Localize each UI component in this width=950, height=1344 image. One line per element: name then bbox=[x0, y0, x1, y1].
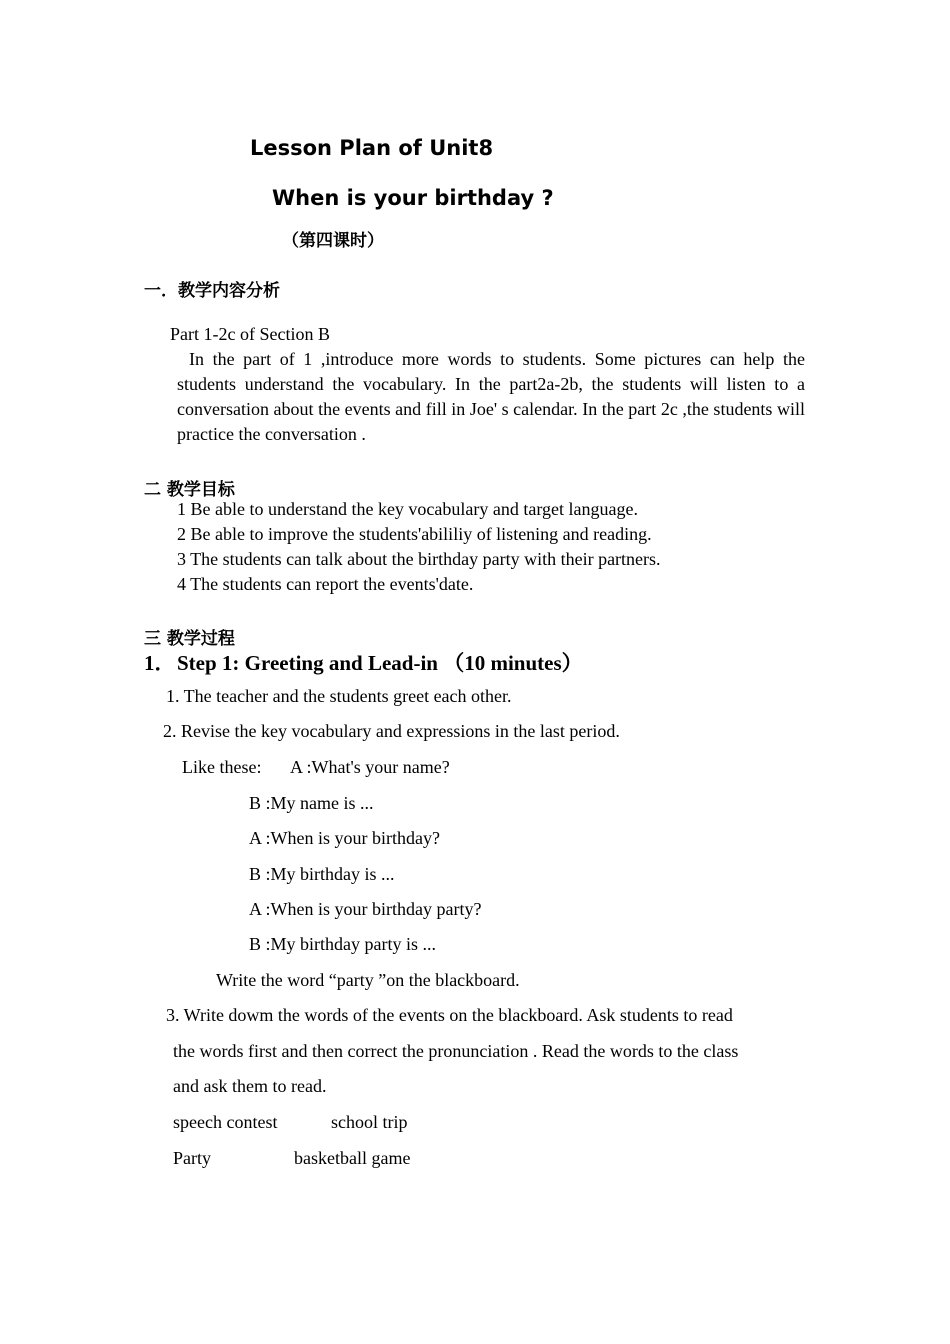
section1-paragraph: In the part of 1 ,introduce more words to students. Some pictures can help the students understand the vocabulary. In the part2a-2b, the students will listen to a conversation about the events and fill in Joe' s calendar. In the part 2c ,the students will practice the conversation . bbox=[177, 349, 805, 444]
section1-heading: 一．教学内容分析 bbox=[144, 281, 280, 301]
page-subtitle: When is your birthday ? bbox=[272, 186, 554, 210]
section1-part: Part 1-2c of Section B bbox=[170, 324, 330, 344]
process-item-3-line: the words first and then correct the pronunciation . Read the words to the class bbox=[173, 1041, 739, 1061]
step-title: Step 1: Greeting and Lead-in （10 minutes） bbox=[177, 651, 583, 675]
section3-heading: 三 教学过程 bbox=[144, 629, 235, 649]
event-word: school trip bbox=[331, 1112, 408, 1132]
event-word: basketball game bbox=[294, 1148, 411, 1168]
process-item-1: 1. The teacher and the students greet each other. bbox=[166, 686, 512, 706]
goal-item: 2 Be able to improve the students'abililiy of listening and reading. bbox=[177, 524, 652, 544]
dialogue-line: B :My birthday party is ... bbox=[249, 934, 436, 954]
process-item-2: 2. Revise the key vocabulary and expressions in the last period. bbox=[163, 721, 620, 741]
event-word: speech contest bbox=[173, 1112, 278, 1132]
lesson-period: （第四课时） bbox=[282, 231, 384, 251]
page-title: Lesson Plan of Unit8 bbox=[250, 136, 494, 160]
dialogue-line: A :When is your birthday party? bbox=[249, 899, 482, 919]
goal-item: 3 The students can talk about the birthday party with their partners. bbox=[177, 549, 661, 569]
dialogue-line: B :My birthday is ... bbox=[249, 864, 395, 884]
dialogue-line: A :What's your name? bbox=[290, 757, 450, 777]
step-number: 1． bbox=[144, 651, 176, 675]
goal-item: 1 Be able to understand the key vocabulary and target language. bbox=[177, 499, 639, 519]
event-word: Party bbox=[173, 1148, 211, 1168]
process-item-3-line: 3. Write dowm the words of the events on the blackboard. Ask students to read bbox=[166, 1005, 733, 1025]
process-item-3-line: and ask them to read. bbox=[173, 1076, 327, 1096]
section2-heading: 二 教学目标 bbox=[144, 480, 235, 500]
goal-item: 4 The students can report the events'date. bbox=[177, 574, 474, 594]
like-these-label: Like these: bbox=[182, 757, 262, 777]
dialogue-line: B :My name is ... bbox=[249, 793, 374, 813]
write-word-instruction: Write the word “party ”on the blackboard. bbox=[216, 970, 520, 990]
dialogue-line: A :When is your birthday? bbox=[249, 828, 440, 848]
